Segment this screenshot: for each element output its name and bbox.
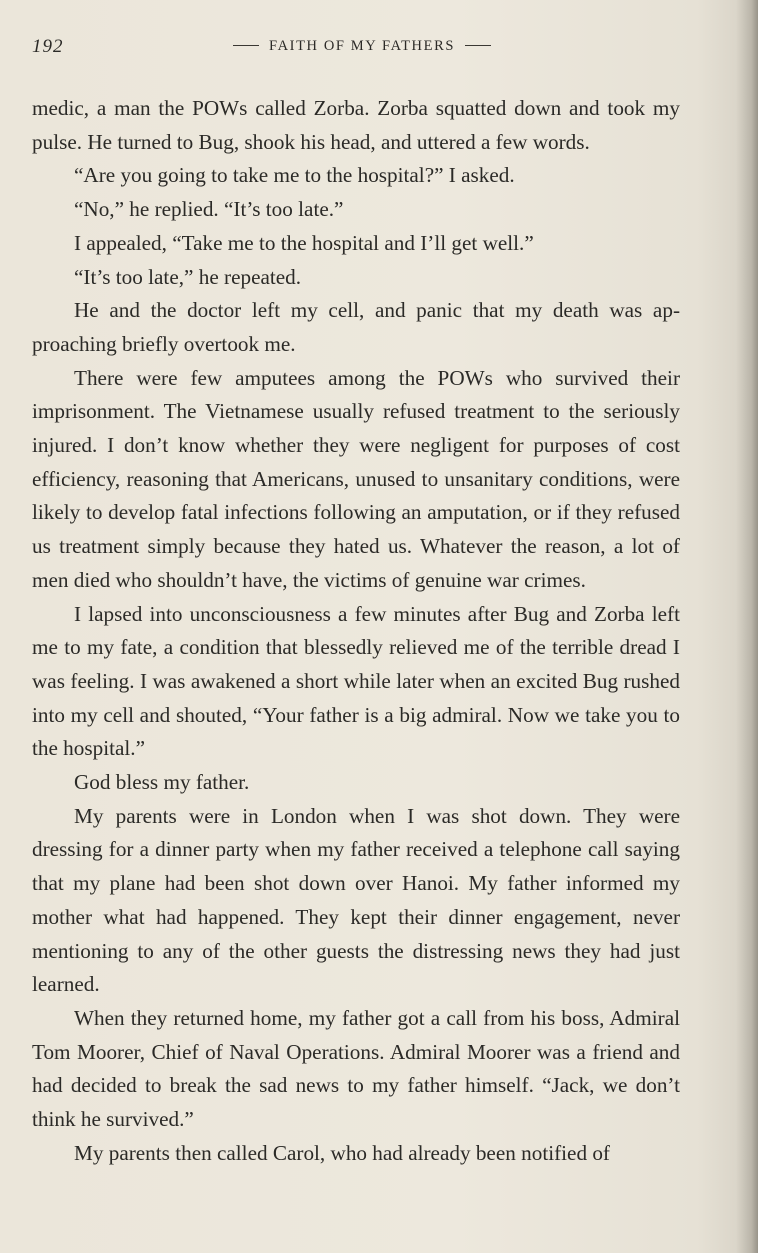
paragraph: When they returned home, my father got a call from his boss, Admiral Tom Moorer, Chief of Naval Operations. Admiral Moorer was a friend and had decided to break the sad news to my father himself. “Jack, we don’t think he survived.” xyxy=(32,1005,680,1132)
paragraph: “No,” he replied. “It’s too late.” xyxy=(74,197,344,222)
body-text xyxy=(32,92,680,1171)
page-edge-shadow xyxy=(736,0,758,1253)
paragraph: There were few amputees among the POWs who survived their imprisonment. The Vietnamese usually refused treatment to the seriously injured. I don’t know whether they were negligent for purposes of cost efficiency, reasoning that Americans, unused to unsanitary conditions, were likely to develop fatal infections following an amputation, or if they refused us treatment simply because they hated us. Whatever the reason, a lot of men died who shouldn’t have, the victims of genuine war crimes. xyxy=(32,365,680,592)
paragraph: He and the doctor left my cell, and panic that my death was approaching briefly overtook me. xyxy=(32,298,680,356)
right-rule xyxy=(465,45,491,46)
running-title: FAITH OF MY FATHERS xyxy=(268,38,456,54)
paragraph: medic, a man the POWs called Zorba. Zorba squatted down and took my pulse. He turned to Bug, shook his head, and uttered a few words. xyxy=(32,96,680,154)
paragraph: My parents then called Carol, who had already been notified of xyxy=(74,1140,610,1165)
running-title-line xyxy=(32,38,692,55)
paragraph: I lapsed into unconsciousness a few minutes after Bug and Zorba left me to my fate, a condition that blessedly relieved me of the terrible dread I was feeling. I was awakened a short while later when an excited Bug rushed into my cell and shouted, “Your father is a big admiral. Now we take you to the hospital.” xyxy=(32,601,680,761)
running-head xyxy=(32,36,692,60)
page-number: 192 xyxy=(32,36,64,57)
paragraph: “It’s too late,” he repeated. xyxy=(74,264,302,289)
paragraph: My parents were in London when I was shot down. They were dressing for a dinner party when my father received a telephone call saying that my plane had been shot down over Hanoi. My father informed my mother what had happened. They kept their dinner engagement, never mentioning to any of the other guests the distressing news they had just learned. xyxy=(32,803,680,997)
left-rule xyxy=(233,45,259,46)
paragraph: “Are you going to take me to the hospital?” I asked. xyxy=(74,163,515,188)
paragraph: God bless my father. xyxy=(74,770,250,795)
paragraph: I appealed, “Take me to the hospital and I’ll get well.” xyxy=(74,230,534,255)
